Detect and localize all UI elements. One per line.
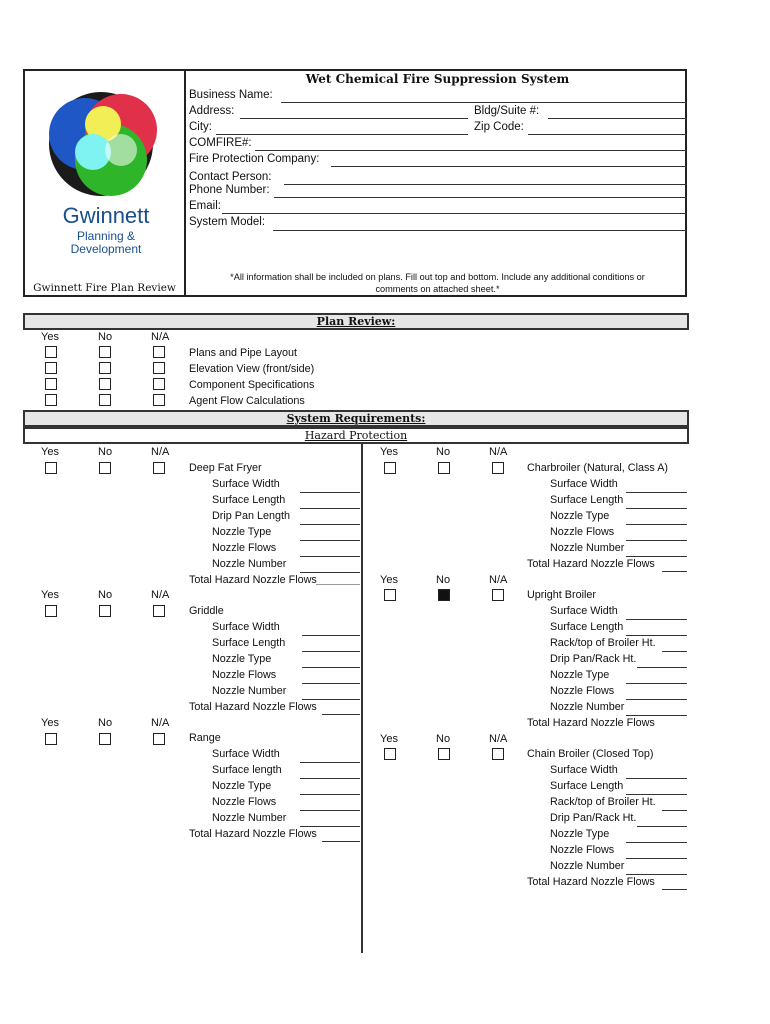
chain-field-label: Surface Length bbox=[550, 780, 624, 792]
fpc-field[interactable] bbox=[331, 166, 687, 167]
griddle-yes-checkbox[interactable] bbox=[45, 605, 57, 617]
charbroiler-field-label: Nozzle Flows bbox=[550, 526, 615, 538]
griddle-field-label: Surface Width bbox=[212, 621, 280, 633]
charbroiler-field-line[interactable] bbox=[626, 508, 687, 509]
griddle-yes-header: Yes bbox=[41, 589, 59, 601]
pr-no-checkbox[interactable] bbox=[99, 362, 111, 374]
upright-field-line[interactable] bbox=[626, 699, 687, 700]
pr-na-header: N/A bbox=[151, 331, 170, 343]
charbroiler-na-checkbox[interactable] bbox=[492, 462, 504, 474]
chain-name: Chain Broiler (Closed Top) bbox=[527, 748, 654, 760]
plan-review-title: Plan Review: bbox=[316, 315, 396, 328]
chain-field-label: Nozzle Type bbox=[550, 828, 610, 840]
upright-name: Upright Broiler bbox=[527, 589, 597, 601]
range-name: Range bbox=[189, 732, 221, 744]
chain-field-label: Nozzle Number bbox=[550, 860, 625, 872]
upright-field-label: Surface Width bbox=[550, 605, 618, 617]
charbroiler-total-label: Total Hazard Nozzle Flows bbox=[527, 558, 655, 570]
fryer-field-line[interactable] bbox=[300, 508, 360, 509]
range-no-header: No bbox=[98, 717, 113, 729]
griddle-field-line[interactable] bbox=[302, 667, 360, 668]
chain-no-header: No bbox=[436, 733, 451, 745]
griddle-field-line[interactable] bbox=[302, 683, 360, 684]
model-field[interactable] bbox=[273, 230, 687, 231]
contact-field[interactable] bbox=[284, 184, 687, 185]
griddle-field-line[interactable] bbox=[302, 651, 360, 652]
charbroiler-field-line[interactable] bbox=[626, 556, 687, 557]
range-field-line[interactable] bbox=[300, 794, 360, 795]
upright-field-line[interactable] bbox=[626, 619, 687, 620]
fryer-no-checkbox[interactable] bbox=[99, 462, 111, 474]
upright-field-label: Nozzle Number bbox=[550, 701, 625, 713]
pr-item: Elevation View (front/side) bbox=[189, 363, 315, 375]
charbroiler-name: Charbroiler (Natural, Class A) bbox=[527, 462, 669, 474]
griddle-field-label: Nozzle Number bbox=[212, 685, 287, 697]
upright-field-line[interactable] bbox=[662, 651, 687, 652]
chain-field-label: Drip Pan/Rack Ht. bbox=[550, 812, 637, 824]
email-label: Email: bbox=[189, 200, 221, 212]
pr-yes-checkbox[interactable] bbox=[45, 346, 57, 358]
range-total-label: Total Hazard Nozzle Flows bbox=[189, 828, 317, 840]
fryer-field-line[interactable] bbox=[300, 540, 360, 541]
charbroiler-no-header: No bbox=[436, 446, 451, 458]
fryer-na-checkbox[interactable] bbox=[153, 462, 165, 474]
chain-yes-header: Yes bbox=[380, 733, 398, 745]
range-na-checkbox[interactable] bbox=[153, 733, 165, 745]
pr-na-checkbox[interactable] bbox=[153, 362, 165, 374]
range-yes-checkbox[interactable] bbox=[45, 733, 57, 745]
charbroiler-field-line[interactable] bbox=[626, 524, 687, 525]
chain-field-label: Rack/top of Broiler Ht. bbox=[550, 796, 656, 808]
range-field-line[interactable] bbox=[300, 762, 360, 763]
griddle-no-header: No bbox=[98, 589, 113, 601]
fryer-field-label: Nozzle Flows bbox=[212, 542, 277, 554]
chain-field-line[interactable] bbox=[637, 826, 687, 827]
fryer-total-label: Total Hazard Nozzle Flows bbox=[189, 574, 317, 586]
range-field-line[interactable] bbox=[300, 778, 360, 779]
range-yes-header: Yes bbox=[41, 717, 59, 729]
upright-field-label: Nozzle Type bbox=[550, 669, 610, 681]
griddle-na-checkbox[interactable] bbox=[153, 605, 165, 617]
upright-field-label: Drip Pan/Rack Ht. bbox=[550, 653, 637, 665]
pr-na-checkbox[interactable] bbox=[153, 346, 165, 358]
upright-field-label: Nozzle Flows bbox=[550, 685, 615, 697]
form-title: Wet Chemical Fire Suppression System bbox=[305, 72, 570, 86]
upright-field-line[interactable] bbox=[626, 715, 687, 716]
pr-yes-header: Yes bbox=[41, 331, 59, 343]
chain-field-line[interactable] bbox=[626, 874, 687, 875]
zip-label: Zip Code: bbox=[474, 121, 524, 133]
chain-yes-checkbox[interactable] bbox=[384, 748, 396, 760]
fryer-field-label: Nozzle Type bbox=[212, 526, 272, 538]
comfire-field[interactable] bbox=[255, 150, 687, 151]
chain-field-line[interactable] bbox=[626, 794, 687, 795]
charbroiler-total-line[interactable] bbox=[662, 571, 687, 572]
pr-na-checkbox[interactable] bbox=[153, 394, 165, 406]
fryer-field-label: Nozzle Number bbox=[212, 558, 287, 570]
upright-field-label: Surface Length bbox=[550, 621, 624, 633]
chain-field-line[interactable] bbox=[662, 810, 687, 811]
range-no-checkbox[interactable] bbox=[99, 733, 111, 745]
pr-no-header: No bbox=[98, 331, 113, 343]
range-total-line[interactable] bbox=[322, 841, 360, 842]
chain-field-label: Nozzle Flows bbox=[550, 844, 615, 856]
contact-label: Contact Person: bbox=[189, 171, 272, 183]
pr-no-checkbox[interactable] bbox=[99, 346, 111, 358]
phone-field[interactable] bbox=[274, 197, 687, 198]
city-field[interactable] bbox=[216, 134, 468, 135]
upright-no-checkbox-checked[interactable] bbox=[438, 589, 450, 601]
chain-no-checkbox[interactable] bbox=[438, 748, 450, 760]
fryer-yes-header: Yes bbox=[41, 446, 59, 458]
upright-yes-checkbox[interactable] bbox=[384, 589, 396, 601]
pr-item: Agent Flow Calculations bbox=[189, 395, 305, 407]
comfire-label: COMFIRE#: bbox=[189, 137, 252, 149]
upright-field-line[interactable] bbox=[626, 635, 687, 636]
instructions-note bbox=[188, 271, 687, 295]
range-na-header: N/A bbox=[151, 717, 170, 729]
charbroiler-yes-checkbox[interactable] bbox=[384, 462, 396, 474]
fryer-na-header: N/A bbox=[151, 446, 170, 458]
pr-no-checkbox[interactable] bbox=[99, 378, 111, 390]
chain-field-line[interactable] bbox=[626, 778, 687, 779]
chain-field-line[interactable] bbox=[626, 842, 687, 843]
fryer-yes-checkbox[interactable] bbox=[45, 462, 57, 474]
pr-yes-checkbox[interactable] bbox=[45, 394, 57, 406]
logo-sub bbox=[45, 230, 167, 256]
pr-yes-checkbox[interactable] bbox=[45, 378, 57, 390]
griddle-name: Griddle bbox=[189, 605, 224, 617]
range-field-line[interactable] bbox=[300, 810, 360, 811]
charbroiler-field-label: Surface Width bbox=[550, 478, 618, 490]
fpc-label: Fire Protection Company: bbox=[189, 153, 320, 165]
plan-review-bar bbox=[23, 313, 689, 330]
hazard-protection-title: Hazard Protection bbox=[304, 429, 408, 442]
fryer-field-line[interactable] bbox=[300, 556, 360, 557]
logo-sub-2: Development bbox=[70, 242, 142, 256]
chain-total-line[interactable] bbox=[662, 889, 687, 890]
fryer-field-line[interactable] bbox=[300, 572, 360, 573]
upright-no-header: No bbox=[436, 574, 451, 586]
charbroiler-no-checkbox[interactable] bbox=[438, 462, 450, 474]
logo-name: Gwinnett bbox=[62, 203, 150, 228]
gwinnett-logo-icon bbox=[45, 90, 167, 200]
pr-item: Component Specifications bbox=[189, 379, 315, 391]
range-field-label: Surface length bbox=[212, 764, 282, 776]
fryer-field-label: Drip Pan Length bbox=[212, 510, 291, 522]
address-label: Address: bbox=[189, 105, 235, 117]
pr-no-checkbox[interactable] bbox=[99, 394, 111, 406]
business-name-label: Business Name: bbox=[189, 89, 273, 101]
model-label: System Model: bbox=[189, 216, 266, 228]
upright-na-checkbox[interactable] bbox=[492, 589, 504, 601]
business-name-field[interactable] bbox=[281, 102, 687, 103]
fryer-field-label: Surface Width bbox=[212, 478, 280, 490]
logo-sub-1: Planning & bbox=[76, 229, 136, 243]
chain-field-line[interactable] bbox=[626, 858, 687, 859]
upright-na-header: N/A bbox=[489, 574, 508, 586]
upright-field-label: Rack/top of Broiler Ht. bbox=[550, 637, 656, 649]
griddle-total-label: Total Hazard Nozzle Flows bbox=[189, 701, 317, 713]
org-caption: Gwinnett Fire Plan Review bbox=[33, 282, 176, 294]
griddle-field-label: Nozzle Flows bbox=[212, 669, 277, 681]
chain-na-checkbox[interactable] bbox=[492, 748, 504, 760]
griddle-field-line[interactable] bbox=[302, 699, 360, 700]
fryer-field-line[interactable] bbox=[300, 524, 360, 525]
system-requirements-title: System Requirements: bbox=[286, 412, 426, 425]
pr-item: Plans and Pipe Layout bbox=[189, 347, 298, 359]
fryer-no-header: No bbox=[98, 446, 113, 458]
griddle-field-label: Nozzle Type bbox=[212, 653, 272, 665]
range-field-label: Surface Width bbox=[212, 748, 280, 760]
upright-yes-header: Yes bbox=[380, 574, 398, 586]
charbroiler-field-line[interactable] bbox=[626, 540, 687, 541]
griddle-field-label: Surface Length bbox=[212, 637, 286, 649]
hazard-protection-bar bbox=[23, 427, 689, 444]
address-field[interactable] bbox=[240, 118, 468, 119]
griddle-total-line[interactable] bbox=[322, 714, 360, 715]
bldg-suite-field[interactable] bbox=[548, 118, 687, 119]
range-field-label: Nozzle Flows bbox=[212, 796, 277, 808]
chain-total-label: Total Hazard Nozzle Flows bbox=[527, 876, 655, 888]
note-line-2: comments on attached sheet.* bbox=[375, 284, 500, 294]
fryer-name: Deep Fat Fryer bbox=[189, 462, 262, 474]
column-divider bbox=[361, 443, 363, 953]
griddle-no-checkbox[interactable] bbox=[99, 605, 111, 617]
charbroiler-field-label: Nozzle Number bbox=[550, 542, 625, 554]
fryer-total-line[interactable] bbox=[316, 584, 360, 585]
range-field-label: Nozzle Number bbox=[212, 812, 287, 824]
charbroiler-field-label: Nozzle Type bbox=[550, 510, 610, 522]
upright-field-line[interactable] bbox=[637, 667, 687, 668]
upright-total-label: Total Hazard Nozzle Flows bbox=[527, 717, 655, 729]
charbroiler-yes-header: Yes bbox=[380, 446, 398, 458]
fryer-field-line[interactable] bbox=[300, 492, 360, 493]
note-line-1: *All information shall be included on plans. Fill out top and bottom. Include any additional conditions or bbox=[230, 272, 645, 282]
city-label: City: bbox=[189, 121, 212, 133]
range-field-label: Nozzle Type bbox=[212, 780, 272, 792]
bldg-suite-label: Bldg/Suite #: bbox=[474, 105, 540, 117]
charbroiler-field-label: Surface Length bbox=[550, 494, 624, 506]
upright-field-line[interactable] bbox=[626, 683, 687, 684]
charbroiler-na-header: N/A bbox=[489, 446, 508, 458]
zip-field[interactable] bbox=[528, 134, 687, 135]
range-field-line[interactable] bbox=[300, 826, 360, 827]
system-requirements-bar bbox=[23, 410, 689, 427]
griddle-na-header: N/A bbox=[151, 589, 170, 601]
charbroiler-field-line[interactable] bbox=[626, 492, 687, 493]
phone-label: Phone Number: bbox=[189, 184, 270, 196]
pr-na-checkbox[interactable] bbox=[153, 378, 165, 390]
fryer-field-label: Surface Length bbox=[212, 494, 286, 506]
chain-na-header: N/A bbox=[489, 733, 508, 745]
pr-yes-checkbox[interactable] bbox=[45, 362, 57, 374]
griddle-field-line[interactable] bbox=[302, 635, 360, 636]
chain-field-label: Surface Width bbox=[550, 764, 618, 776]
email-field[interactable] bbox=[222, 213, 687, 214]
